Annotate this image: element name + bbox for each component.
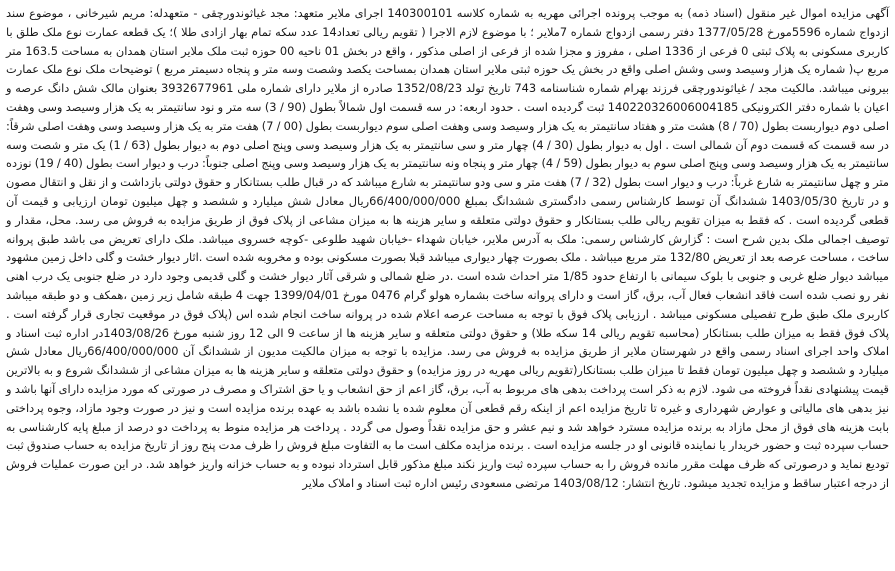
notice-body: آگهی مزایده اموال غیر منقول (اسناد ذمه) به موجب پرونده اجرائی مهریه به شماره کلاسه 140300101 اجرای ملایر متعهد: مجد غیاثوندورچقی - متعهدله: مریم شیرخانی ، موضوع سند ازدواج شماره 5596مورخ 1377/05/28 دفتر رسمی ازدواج شماره 7ملایر ؛ با موضوع لازم الاجرا ( تقویم ریالی تعداد14 عدد سکه تمام بهار ازادی طلا )؛ یک قطعه عمارت نوع ملک طلق با کاربری مسکونی به پلاک ثبتی 0 فرعی از 1336 اصلی ، مفروز و مجزا شده از فرعی از اصلی مذکور ، واقع در بخش 01 ناحیه 00 حوزه ثبت ملک ملایر استان همدان به مساحت 163.5 متر مربع پ( شماره یک هزار وسیصد وسی وشش اصلی واقع در بخش یک حوزه ثبتی ملایر استان همدان بمساحت یکصد وشصت وسه متر و پنجاه دسیمتر مربع ) توضیحات ملک نوع ملک عمارت بیرونی میباشد. مالکیت مجد / غیاثوندورچقی فرزند بهرام شماره شناسنامه 743 تاریخ تولد 1352/08/23 صادره از ملایر دارای شماره ملی 3932677961 بعنوان مالک شش دانگ عرصه و اعیان با شماره دفتر الکترونیکی 140220326006004185 ثبت گردیده است . حدود اربعه: در سه قسمت اول شمالاً بطول (90 / 3) سه متر و نود سانتیمتر به یک هزار وسیصد وسی وهفت اصلی دوم دیواربست بطول (70 / 8) هشت متر و هفتاد سانتیمتر به یک هزار وسیصد وسی وهفت اصلی سوم دیواربست بطول (00 / 7) هفت متر به یک هزار وسیصد وسی وهفت اصلی شرقاً: در سه قسمت که قسمت دوم آن شمالی است . اول به دیوار بطول (30 / 4) چهار متر و سی سانتیمتر به یک هزار وسیصد وسی وپنج اصلی دوم به دیوار بطول (63 / 1) یک متر و شصت وسه سانتیمتر به یک هزار وسیصد وسی وپنج اصلی سوم به دیوار بطول (59 / 4) چهار متر و پنجاه ونه سانتیمتر به یک هزار وسیصد وسی وپنج اصلی جنوباً: درب و دیوار است بطول (40 / 19) نوزده متر و چهل سانتیمتر به شارع غرباً: درب و دیوار است بطول (32 / 7) هفت متر و سی ودو سانتیمتر به شارع میباشد که در قبال طلب بستانکار و حقوق دولتی بازداشت و از نقل و انتقال مصون و در تاریخ 1403/05/30 ششدانگ آن توسط کارشناس رسمی دادگستری ششدانگ بمبلغ 66/400/000/000ریال معادل شش میلیارد و ششصد و چهل میلیون تومان ارزیابی و قیمت آن قطعی گردیده است . که فقط به میزان تقویم ریالی طلب بستانکار و حقوق دولتی متعلقه و سایر هزینه ها به میزان مشاعی از پلاک فوق از طریق مزایده به فروش می رسد. محل، مقدار و توصیف اجمالی ملک بدین شرح است : گزارش کارشناس رسمی: ملک به آدرس ملایر، خیابان شهداء -خیابان شهید طلوعی -کوچه خسروی میباشد. ملک دارای تعریض می باشد طبق پروانه ساخت ، مساحت عرصه بعد از تعریض 132/80 متر مربع میباشد . ملک بصورت چهار دیواری میباشد قبلا بصورت مسکونی بوده و مخروبه شده است .اثار دیوار خشت و گلی داخل زمین مشهود میباشد دیوار ضلع غربی و جنوبی با بلوک سیمانی با ارتفاع حدود 1/85 متر احداث شده است .در ضلع شمالی و شرقی آثار دیوار خشت و گلی قدیمی وجود دارد در ضلع جنوبی یک درب اهنی نفر رو نصب شده است فاقد انشعاب فعال آب، برق، گاز است و دارای پروانه ساخت بشماره هولو گرام 0476 مورخ 1399/04/01 جهت 4 طبقه شامل زیر زمین ،همکف و دو طبقه میباشد کاربری ملک طبق طرح تفصیلی مسکونی میباشد . ارزیابی پلاک فوق با توجه به مساحت عرصه اعلام شده در پروانه ساخت انجام شده اس (پلاک فوق در موقعیت تجاری قرار گرفته است . پلاک فوق فقط به میزان طلب بستانکار (محاسبه تقویم ریالی 14 سکه طلا) و حقوق دولتی متعلقه و سایر هزینه ها از ساعت 9 الی 12 روز شنبه مورخ 1403/08/26در اداره ثبت اسناد و املاک واحد اجرای اسناد رسمی واقع در شهرستان ملایر از طریق مزایده به فروش می رسد. مزایده با توجه به میزان مالکیت مدیون از ششدانگ آن 66/400/000/000ریال معادل شش میلیارد و ششصد و چهل میلیون تومان فقط تا میزان طلب بستانکار(تقویم ریالی مهریه در روز مزایده) و حقوق دولتی متعلقه و سایر هزینه ها به میزان مشاعی از ششدانگ شروع و به بالاترین قیمت پیشنهادی نقداً فروخته می شود. لازم به ذکر است پرداخت بدهی های مربوط به آب، برق، گاز اعم از حق انشعاب و یا حق اشتراک و مصرف در صورتی که مورد مزایده دارای آنها باشد و نیز بدهی های مالیاتی و عوارض شهرداری و غیره تا تاریخ مزایده اعم از اینکه رقم قطعی آن معلوم شده یا نشده باشد به عهده برنده مزایده است و نیز در صورت وجود مازاد، وجوه پرداختی بابت هزینه های فوق از محل مازاد به برنده مزایده مسترد خواهد شد و نیم عشر و حق مزایده نقداً وصول می گردد . پرداخت هر مزایده منوط به پرداخت دو درصد از مبلغ پایه کارشناسی به حساب سپرده ثبت و حضور خریدار یا نماینده قانونی او در جلسه مزایده است . برنده مزایده مکلف است ما به التفاوت مبلغ فروش را ظرف مدت پنج روز از تاریخ مزایده به حساب صندوق ثبت تودیع نماید و درصورتی که ظرف مهلت مقرر مانده فروش را به حساب سپرده ثبت واریز نکند مبلغ مذکور قابل استرداد نبوده و به حساب خزانه واریز خواهد شد. در این صورت عملیات فروش از درجه اعتبار ساقط و مزایده تجدید میشود. تاریخ انتشار: 1403/08/12 مرتضی مسعودی رئیس اداره ثبت اسناد و املاک ملایر xyxy=(6,6,890,490)
